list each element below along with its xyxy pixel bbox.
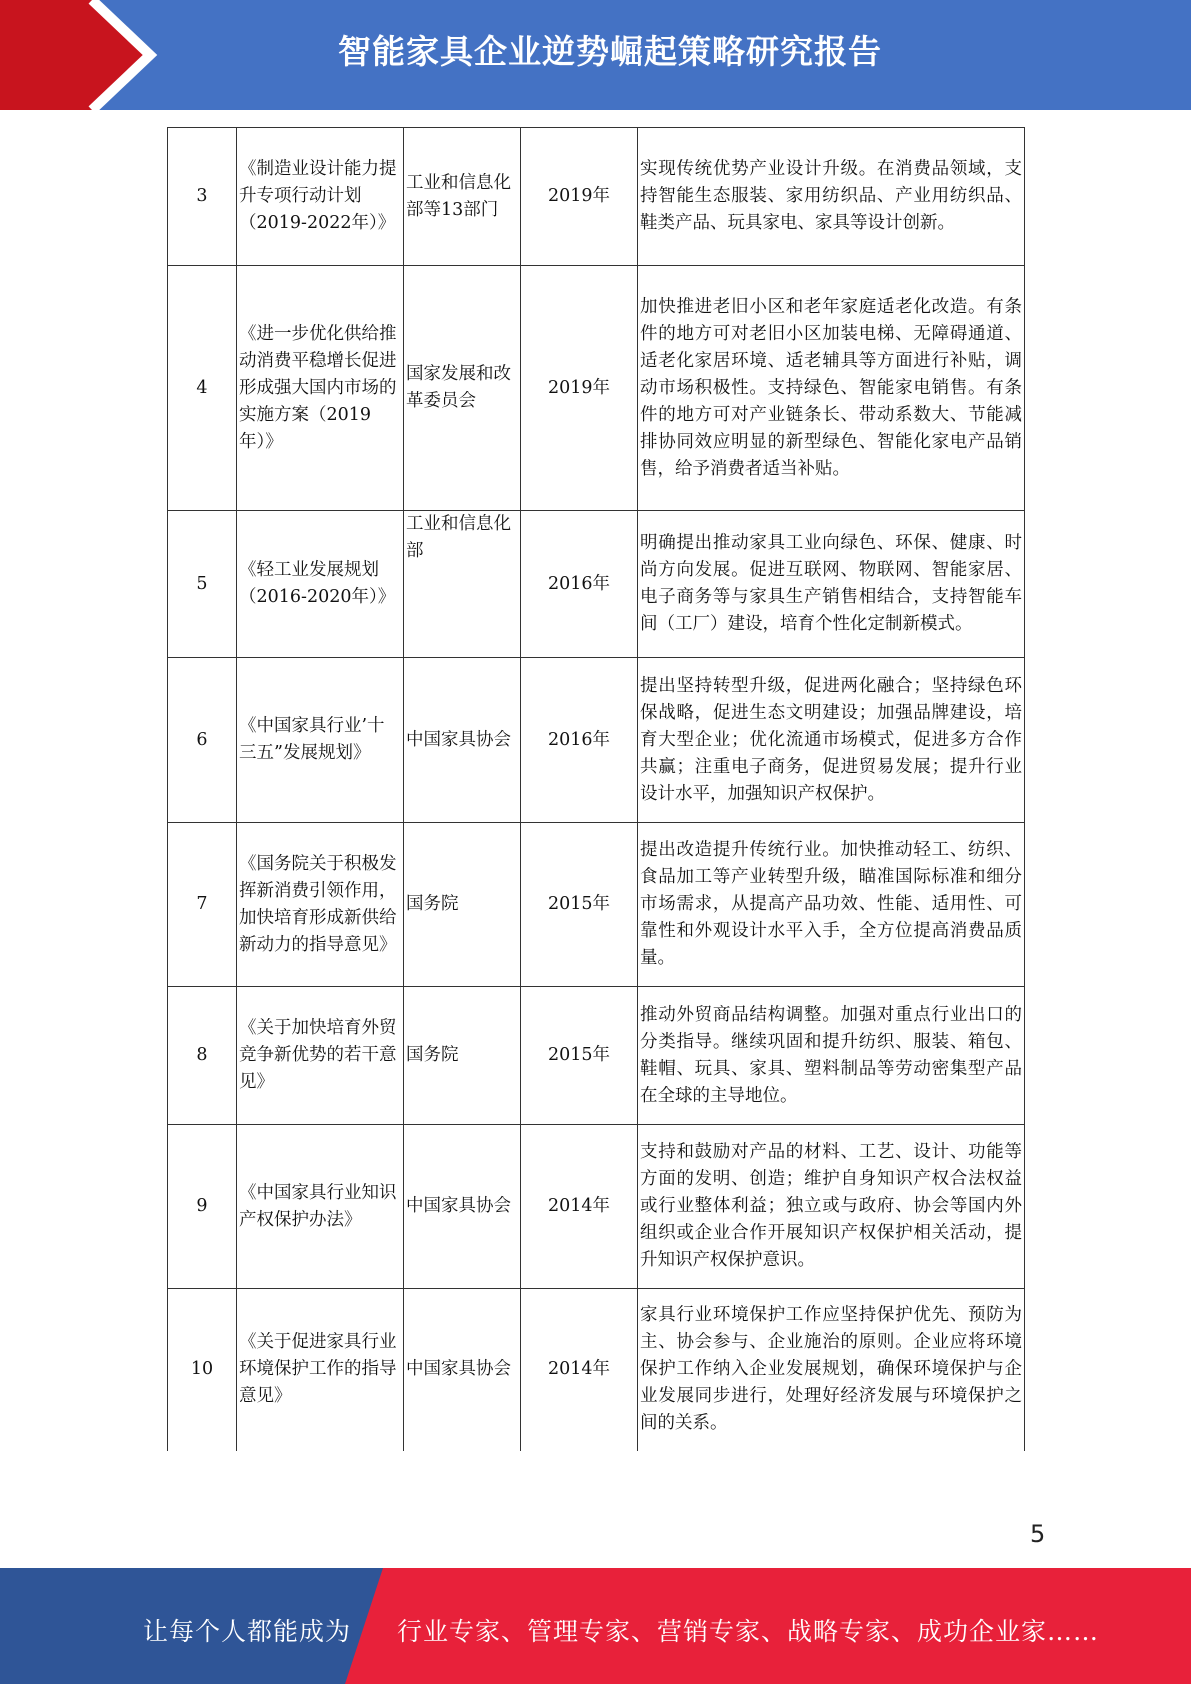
table-row	[168, 1125, 1025, 1289]
policy-name: 《关于促进家具行业环境保护工作的指导意见》	[237, 1289, 404, 1451]
table-row	[168, 1289, 1025, 1451]
issuing-org: 国家发展和改革委员会	[404, 266, 521, 511]
policy-name: 《关于加快培育外贸竞争新优势的若干意见》	[237, 987, 404, 1125]
page-number: 5	[1030, 1520, 1046, 1548]
issue-year: 2015年	[521, 987, 638, 1125]
policy-name: 《进一步优化供给推动消费平稳增长促进形成强大国内市场的实施方案（2019年）》	[237, 266, 404, 511]
row-number: 5	[168, 511, 237, 658]
issue-year: 2016年	[521, 511, 638, 658]
issuing-org: 中国家具协会	[404, 1125, 521, 1289]
policy-content: 明确提出推动家具工业向绿色、环保、健康、时尚方向发展。促进互联网、物联网、智能家居、电子商务等与家具生产销售相结合，支持智能车间（工厂）建设，培育个性化定制新模式。	[638, 511, 1025, 658]
policy-name: 《轻工业发展规划（2016-2020年）》	[237, 511, 404, 658]
policy-content: 支持和鼓励对产品的材料、工艺、设计、功能等方面的发明、创造；维护自身知识产权合法权益或行业整体利益；独立或与政府、协会等国内外组织或企业合作开展知识产权保护相关活动，提升知识产权保护意识。	[638, 1125, 1025, 1289]
issue-year: 2014年	[521, 1125, 638, 1289]
issue-year: 2019年	[521, 266, 638, 511]
footer-slogan-left: 让每个人都能成为	[143, 1617, 352, 1646]
header-banner	[0, 0, 1191, 110]
table-row	[168, 511, 1025, 658]
issue-year: 2015年	[521, 823, 638, 987]
footer-banner	[0, 1568, 1191, 1684]
report-title: 智能家具企业逆势崛起策略研究报告	[338, 32, 882, 71]
policy-name: 《中国家具行业知识产权保护办法》	[237, 1125, 404, 1289]
issue-year: 2014年	[521, 1289, 638, 1451]
issuing-org: 中国家具协会	[404, 658, 521, 823]
table-row	[168, 128, 1025, 266]
row-number: 3	[168, 128, 237, 266]
policy-content: 提出坚持转型升级，促进两化融合；坚持绿色环保战略，促进生态文明建设；加强品牌建设，培育大型企业；优化流通市场模式，促进多方合作共赢；注重电子商务，促进贸易发展；提升行业设计水平，加强知识产权保护。	[638, 658, 1025, 823]
policy-content: 家具行业环境保护工作应坚持保护优先、预防为主、协会参与、企业施治的原则。企业应将环境保护工作纳入企业发展规划，确保环境保护与企业发展同步进行，处理好经济发展与环境保护之间的关系。	[638, 1289, 1025, 1451]
table-row	[168, 823, 1025, 987]
policy-name: 《国务院关于积极发挥新消费引领作用，加快培育形成新供给新动力的指导意见》	[237, 823, 404, 987]
row-number: 8	[168, 987, 237, 1125]
row-number: 6	[168, 658, 237, 823]
table-row	[168, 658, 1025, 823]
policy-name: 《制造业设计能力提升专项行动计划（2019-2022年）》	[237, 128, 404, 266]
footer-slogan-right: 行业专家、管理专家、营销专家、战略专家、成功企业家……	[397, 1617, 1100, 1646]
table-row	[168, 266, 1025, 511]
issuing-org: 工业和信息化部等13部门	[404, 128, 521, 266]
policy-name: 《中国家具行业’十三五”发展规划》	[237, 658, 404, 823]
policy-content: 加快推进老旧小区和老年家庭适老化改造。有条件的地方可对老旧小区加装电梯、无障碍通道、适老化家居环境、适老辅具等方面进行补贴，调动市场积极性。支持绿色、智能家电销售。有条件的地方可对产业链条长、带动系数大、节能减排协同效应明显的新型绿色、智能化家电产品销售，给予消费者适当补贴。	[638, 266, 1025, 511]
row-number: 9	[168, 1125, 237, 1289]
policy-content: 推动外贸商品结构调整。加强对重点行业出口的分类指导。继续巩固和提升纺织、服装、箱包、鞋帽、玩具、家具、塑料制品等劳动密集型产品在全球的主导地位。	[638, 987, 1025, 1125]
row-number: 4	[168, 266, 237, 511]
issuing-org: 国务院	[404, 987, 521, 1125]
policy-table	[167, 127, 1025, 1451]
policy-content: 提出改造提升传统行业。加快推动轻工、纺织、食品加工等产业转型升级，瞄准国际标准和细分市场需求，从提高产品功效、性能、适用性、可靠性和外观设计水平入手，全方位提高消费品质量。	[638, 823, 1025, 987]
issuing-org: 中国家具协会	[404, 1289, 521, 1451]
row-number: 7	[168, 823, 237, 987]
table-row	[168, 987, 1025, 1125]
policy-content: 实现传统优势产业设计升级。在消费品领域，支持智能生态服装、家用纺织品、产业用纺织品、鞋类产品、玩具家电、家具等设计创新。	[638, 128, 1025, 266]
issuing-org: 工业和信息化部	[404, 511, 521, 658]
issue-year: 2019年	[521, 128, 638, 266]
issuing-org: 国务院	[404, 823, 521, 987]
row-number: 10	[168, 1289, 237, 1451]
issue-year: 2016年	[521, 658, 638, 823]
